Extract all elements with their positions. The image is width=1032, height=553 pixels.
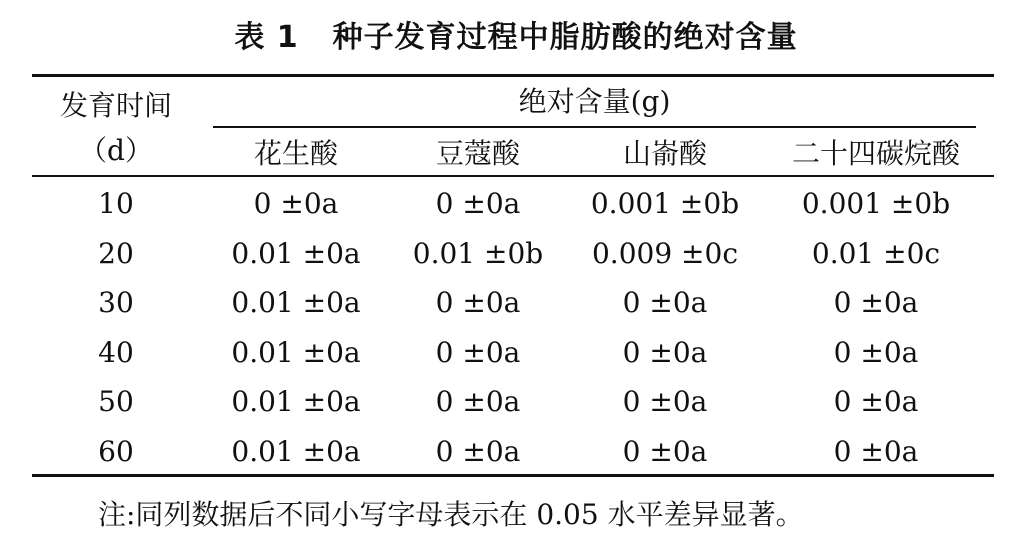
table-caption	[0, 18, 1032, 58]
column-header: 花生酸	[253, 137, 338, 170]
table-cell: 0.01 ±0b	[412, 237, 544, 270]
group-header-rule	[213, 126, 976, 128]
table-cell: 0.01 ±0a	[231, 336, 361, 369]
table-cell-time: 40	[98, 336, 134, 369]
table-cell: 0 ±0a	[435, 336, 521, 369]
table-cell: 0.01 ±0a	[231, 435, 361, 468]
table-cell: 0.01 ±0a	[231, 286, 361, 319]
table-note: 注:同列数据后不同小写字母表示在 0.05 水平差异显著。	[98, 498, 804, 531]
column-header: 豆蔻酸	[435, 137, 520, 170]
table-cell: 0 ±0a	[622, 286, 708, 319]
table-cell: 0.009 ±0c	[591, 237, 738, 270]
table-cell-time: 60	[98, 435, 134, 468]
row-header-unit: （d）	[79, 134, 153, 167]
table-bottom-rule	[32, 474, 994, 477]
table-cell: 0 ±0a	[435, 187, 521, 220]
table-cell-time: 30	[98, 286, 134, 319]
table-cell: 0 ±0a	[833, 286, 919, 319]
table-top-rule	[32, 74, 994, 77]
table-cell: 0 ±0a	[833, 385, 919, 418]
column-header: 山嵛酸	[622, 137, 707, 170]
table-cell: 0.01 ±0a	[231, 385, 361, 418]
table-cell: 0 ±0a	[833, 435, 919, 468]
header-bottom-rule	[32, 175, 994, 177]
table-cell: 0 ±0a	[435, 385, 521, 418]
column-header: 二十四碳烷酸	[791, 137, 960, 170]
row-header-label: 发育时间	[59, 89, 172, 122]
table-cell: 0 ±0a	[622, 435, 708, 468]
table-cell-time: 20	[98, 237, 134, 270]
table-cell: 0.001 ±0b	[590, 187, 740, 220]
table-cell: 0 ±0a	[622, 336, 708, 369]
table-cell: 0 ±0a	[622, 385, 708, 418]
table-cell: 0.01 ±0a	[231, 237, 361, 270]
table-number: 表 1	[234, 20, 299, 55]
group-header: 绝对含量(g)	[518, 85, 671, 118]
table-cell: 0 ±0a	[253, 187, 339, 220]
table-cell: 0 ±0a	[833, 336, 919, 369]
table-cell: 0.01 ±0c	[811, 237, 941, 270]
table-cell: 0 ±0a	[435, 435, 521, 468]
table-cell: 0 ±0a	[435, 286, 521, 319]
table-title: 种子发育过程中脂肪酸的绝对含量	[332, 20, 798, 55]
table-cell-time: 50	[98, 385, 134, 418]
table-cell-time: 10	[98, 187, 134, 220]
table-cell: 0.001 ±0b	[801, 187, 951, 220]
